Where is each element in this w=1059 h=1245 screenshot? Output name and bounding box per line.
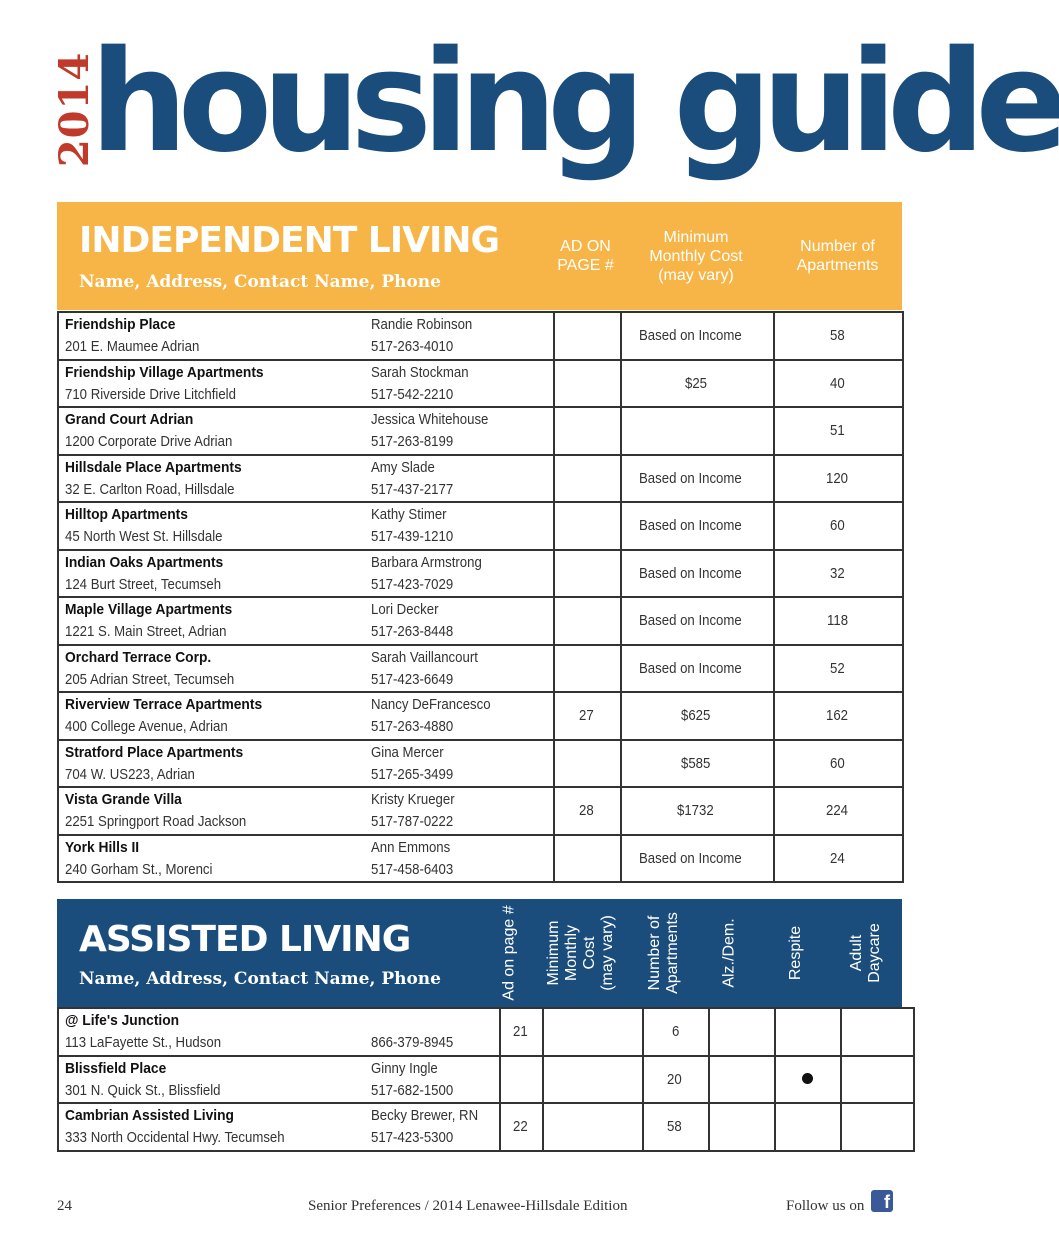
monthly-cost (543, 1056, 643, 1104)
facility-address: 400 College Avenue, Adrian (65, 718, 228, 736)
facility-name: Hillsdale Place Apartments (65, 458, 242, 476)
facility-address: 1200 Corporate Drive Adrian (65, 433, 233, 451)
facility-name: Maple Village Apartments (65, 601, 233, 619)
table-row (58, 645, 903, 693)
table-row (58, 312, 903, 360)
apartment-count-value: 60 (830, 754, 845, 772)
section-subtitle: Name, Address, Contact Name, Phone (79, 272, 441, 292)
apartment-count (643, 1056, 709, 1104)
contact-name: Nancy DeFrancesco (371, 696, 491, 714)
facility-address: 2251 Springport Road Jackson (65, 813, 247, 831)
monthly-cost (621, 692, 774, 740)
col-header-cost: Minimum Monthly Cost (may vary) (649, 228, 743, 284)
contact-name: Becky Brewer, RN (371, 1107, 479, 1125)
col-header-apartments: Number of Apartments (796, 238, 879, 274)
facility-name: Orchard Terrace Corp. (65, 648, 212, 666)
respite-cell (775, 1056, 841, 1104)
ad-page-value: 28 (579, 802, 594, 820)
monthly-cost-value: $25 (684, 374, 708, 392)
facility-name: Friendship Village Apartments (65, 363, 264, 381)
facility-name: Cambrian Assisted Living (65, 1107, 234, 1125)
apartment-count (774, 597, 903, 645)
contact-phone: 517-458-6403 (371, 860, 454, 878)
monthly-cost (621, 740, 774, 788)
apartment-count (774, 692, 903, 740)
contact-name: Sarah Stockman (371, 363, 469, 381)
contact-phone: 517-423-6649 (371, 670, 454, 688)
col-header-daycare: Adult Daycare (847, 923, 883, 983)
table-row (58, 740, 903, 788)
facility-address: 1221 S. Main Street, Adrian (65, 623, 227, 641)
ad-page (554, 502, 621, 550)
table-row (58, 787, 903, 835)
ad-page-value: 22 (512, 1118, 528, 1136)
table-row (58, 1008, 914, 1056)
independent-living-header (57, 202, 902, 310)
facility-address: 333 North Occidental Hwy. Tecumseh (65, 1129, 285, 1147)
facility-name: Friendship Place (65, 316, 176, 334)
guide-title: housing guide (90, 21, 1059, 184)
apartment-count-value: 20 (667, 1070, 683, 1088)
facility-name: Vista Grande Villa (65, 791, 182, 809)
facility-address: 710 Riverside Drive Litchfield (65, 385, 236, 403)
monthly-cost-value: Based on Income (639, 849, 742, 867)
contact-phone: 517-263-8199 (371, 433, 454, 451)
ad-page (554, 312, 621, 360)
ad-page (554, 455, 621, 503)
listing-info (58, 360, 554, 408)
listing-info (58, 835, 554, 883)
monthly-cost-value: $625 (680, 707, 711, 725)
facility-address: 113 LaFayette St., Hudson (65, 1034, 222, 1052)
contact-phone: 517-542-2210 (371, 385, 454, 403)
alz-cell (709, 1008, 775, 1056)
contact-name: Kristy Krueger (371, 791, 455, 809)
facility-address: 240 Gorham St., Morenci (65, 860, 213, 878)
contact-name: Ann Emmons (371, 838, 451, 856)
listing-info (58, 692, 554, 740)
facebook-icon[interactable]: f (871, 1190, 893, 1212)
monthly-cost (621, 502, 774, 550)
contact-name: Kathy Stimer (371, 506, 447, 524)
apartment-count (774, 645, 903, 693)
apartment-count (643, 1103, 709, 1151)
monthly-cost-value: Based on Income (639, 564, 742, 582)
facility-address: 301 N. Quick St., Blissfield (65, 1081, 221, 1099)
ad-page (500, 1103, 543, 1151)
respite-cell (775, 1103, 841, 1151)
ad-page (554, 740, 621, 788)
apartment-count (774, 835, 903, 883)
facility-name: Riverview Terrace Apartments (65, 696, 263, 714)
contact-phone: 517-263-4010 (371, 338, 454, 356)
page-number: 24 (57, 1198, 72, 1214)
ad-page (554, 835, 621, 883)
listing-info (58, 1056, 500, 1104)
follow-text: Follow us on (786, 1198, 865, 1214)
guide-year: 2014 (51, 51, 99, 167)
apartment-count-value: 118 (826, 612, 848, 630)
contact-name: Barbara Armstrong (371, 553, 482, 571)
facility-name: York Hills II (65, 838, 140, 856)
listing-info (58, 312, 554, 360)
section-subtitle: Name, Address, Contact Name, Phone (79, 969, 441, 989)
ad-page-value: 27 (579, 707, 594, 725)
listing-info (58, 597, 554, 645)
ad-page-value: 21 (512, 1023, 528, 1041)
apartment-count-value: 32 (830, 564, 845, 582)
monthly-cost-value: Based on Income (639, 469, 742, 487)
col-header-ad: AD ON PAGE # (557, 238, 614, 274)
monthly-cost-value: Based on Income (639, 327, 742, 345)
apartment-count-value: 120 (825, 469, 849, 487)
listing-info (58, 550, 554, 598)
assisted-living-table (57, 1007, 915, 1152)
contact-phone: 517-423-5300 (371, 1129, 454, 1147)
facility-name: Stratford Place Apartments (65, 743, 244, 761)
facility-address: 32 E. Carlton Road, Hillsdale (65, 480, 235, 498)
facility-name: Indian Oaks Apartments (65, 553, 224, 571)
apartment-count-value: 51 (830, 422, 845, 440)
monthly-cost (621, 597, 774, 645)
facility-address: 704 W. US223, Adrian (65, 765, 195, 783)
publication-name: Senior Preferences / 2014 Lenawee-Hillsdale Edition (308, 1198, 628, 1214)
contact-phone: 517-787-0222 (371, 813, 454, 831)
table-row (58, 455, 903, 503)
apartment-count (774, 407, 903, 455)
ad-page (554, 692, 621, 740)
ad-page (500, 1056, 543, 1104)
ad-page (500, 1008, 543, 1056)
contact-phone: 866-379-8945 (371, 1034, 454, 1052)
contact-name: Amy Slade (371, 458, 435, 476)
table-row (58, 1056, 914, 1104)
listing-info (58, 455, 554, 503)
monthly-cost (621, 550, 774, 598)
apartment-count-value: 224 (825, 802, 849, 820)
daycare-cell (841, 1056, 914, 1104)
apartment-count-value: 162 (825, 707, 849, 725)
apartment-count (774, 455, 903, 503)
facility-address: 45 North West St. Hillsdale (65, 528, 223, 546)
apartment-count-value: 60 (830, 517, 845, 535)
table-row (58, 360, 903, 408)
alz-cell (709, 1056, 775, 1104)
contact-name: Randie Robinson (371, 316, 473, 334)
listing-info (58, 645, 554, 693)
facility-name: @ Life's Junction (65, 1012, 180, 1030)
contact-phone: 517-439-1210 (371, 528, 454, 546)
respite-cell (775, 1008, 841, 1056)
ad-page (554, 407, 621, 455)
col-header-ad: Ad on page # (500, 905, 518, 1001)
listing-info (58, 1008, 500, 1056)
monthly-cost (621, 835, 774, 883)
section-title: ASSISTED LIVING (79, 919, 411, 960)
contact-phone: 517-263-8448 (371, 623, 454, 641)
apartment-count (774, 787, 903, 835)
monthly-cost-value: Based on Income (639, 612, 742, 630)
contact-phone: 517-682-1500 (371, 1081, 454, 1099)
respite-dot-icon (802, 1073, 813, 1084)
contact-name: Lori Decker (371, 601, 439, 619)
monthly-cost (621, 407, 774, 455)
col-header-respite: Respite (787, 925, 804, 981)
monthly-cost-value: Based on Income (639, 517, 742, 535)
apartment-count-value: 58 (830, 327, 845, 345)
alz-cell (709, 1103, 775, 1151)
apartment-count-value: 52 (830, 659, 845, 677)
apartment-count (774, 740, 903, 788)
monthly-cost (621, 787, 774, 835)
col-header-alz: Alz./Dem. (721, 918, 738, 988)
contact-name: Jessica Whitehouse (371, 411, 489, 429)
table-row (58, 692, 903, 740)
listing-info (58, 407, 554, 455)
assisted-living-header (57, 899, 902, 1007)
apartment-count (643, 1008, 709, 1056)
ad-page (554, 360, 621, 408)
apartment-count (774, 550, 903, 598)
facility-name: Blissfield Place (65, 1059, 167, 1077)
table-row (58, 550, 903, 598)
ad-page (554, 787, 621, 835)
monthly-cost (621, 360, 774, 408)
listing-info (58, 502, 554, 550)
contact-name: Gina Mercer (371, 743, 444, 761)
facility-name: Grand Court Adrian (65, 411, 194, 429)
contact-phone: 517-263-4880 (371, 718, 454, 736)
apartment-count-value: 24 (830, 849, 845, 867)
apartment-count (774, 502, 903, 550)
monthly-cost-value: $1732 (676, 802, 714, 820)
table-row (58, 502, 903, 550)
monthly-cost (543, 1008, 643, 1056)
daycare-cell (841, 1008, 914, 1056)
facility-address: 205 Adrian Street, Tecumseh (65, 670, 235, 688)
ad-page (554, 645, 621, 693)
table-row (58, 835, 903, 883)
table-row (58, 597, 903, 645)
table-row (58, 407, 903, 455)
col-header-cost: Minimum Monthly Cost (may vary) (545, 915, 616, 991)
independent-living-table (57, 311, 904, 883)
ad-page (554, 597, 621, 645)
monthly-cost (621, 455, 774, 503)
monthly-cost-value: Based on Income (639, 659, 742, 677)
facility-address: 201 E. Maumee Adrian (65, 338, 200, 356)
listing-info (58, 787, 554, 835)
facility-address: 124 Burt Street, Tecumseh (65, 575, 222, 593)
apartment-count (774, 312, 903, 360)
listing-info (58, 740, 554, 788)
ad-page (554, 550, 621, 598)
facility-name: Hilltop Apartments (65, 506, 188, 524)
contact-phone: 517-265-3499 (371, 765, 454, 783)
monthly-cost-value: $585 (680, 754, 711, 772)
contact-name: Sarah Vaillancourt (371, 648, 478, 666)
section-title: INDEPENDENT LIVING (79, 220, 500, 261)
apartment-count-value: 40 (830, 374, 845, 392)
listing-info (58, 1103, 500, 1151)
daycare-cell (841, 1103, 914, 1151)
monthly-cost (621, 645, 774, 693)
monthly-cost (543, 1103, 643, 1151)
apartment-count-value: 6 (671, 1023, 679, 1041)
contact-phone: 517-437-2177 (371, 480, 454, 498)
apartment-count (774, 360, 903, 408)
table-row (58, 1103, 914, 1151)
contact-name: Ginny Ingle (371, 1059, 438, 1077)
contact-phone: 517-423-7029 (371, 575, 454, 593)
col-header-apartments: Number of Apartments (646, 912, 681, 994)
monthly-cost (621, 312, 774, 360)
apartment-count-value: 58 (667, 1118, 683, 1136)
